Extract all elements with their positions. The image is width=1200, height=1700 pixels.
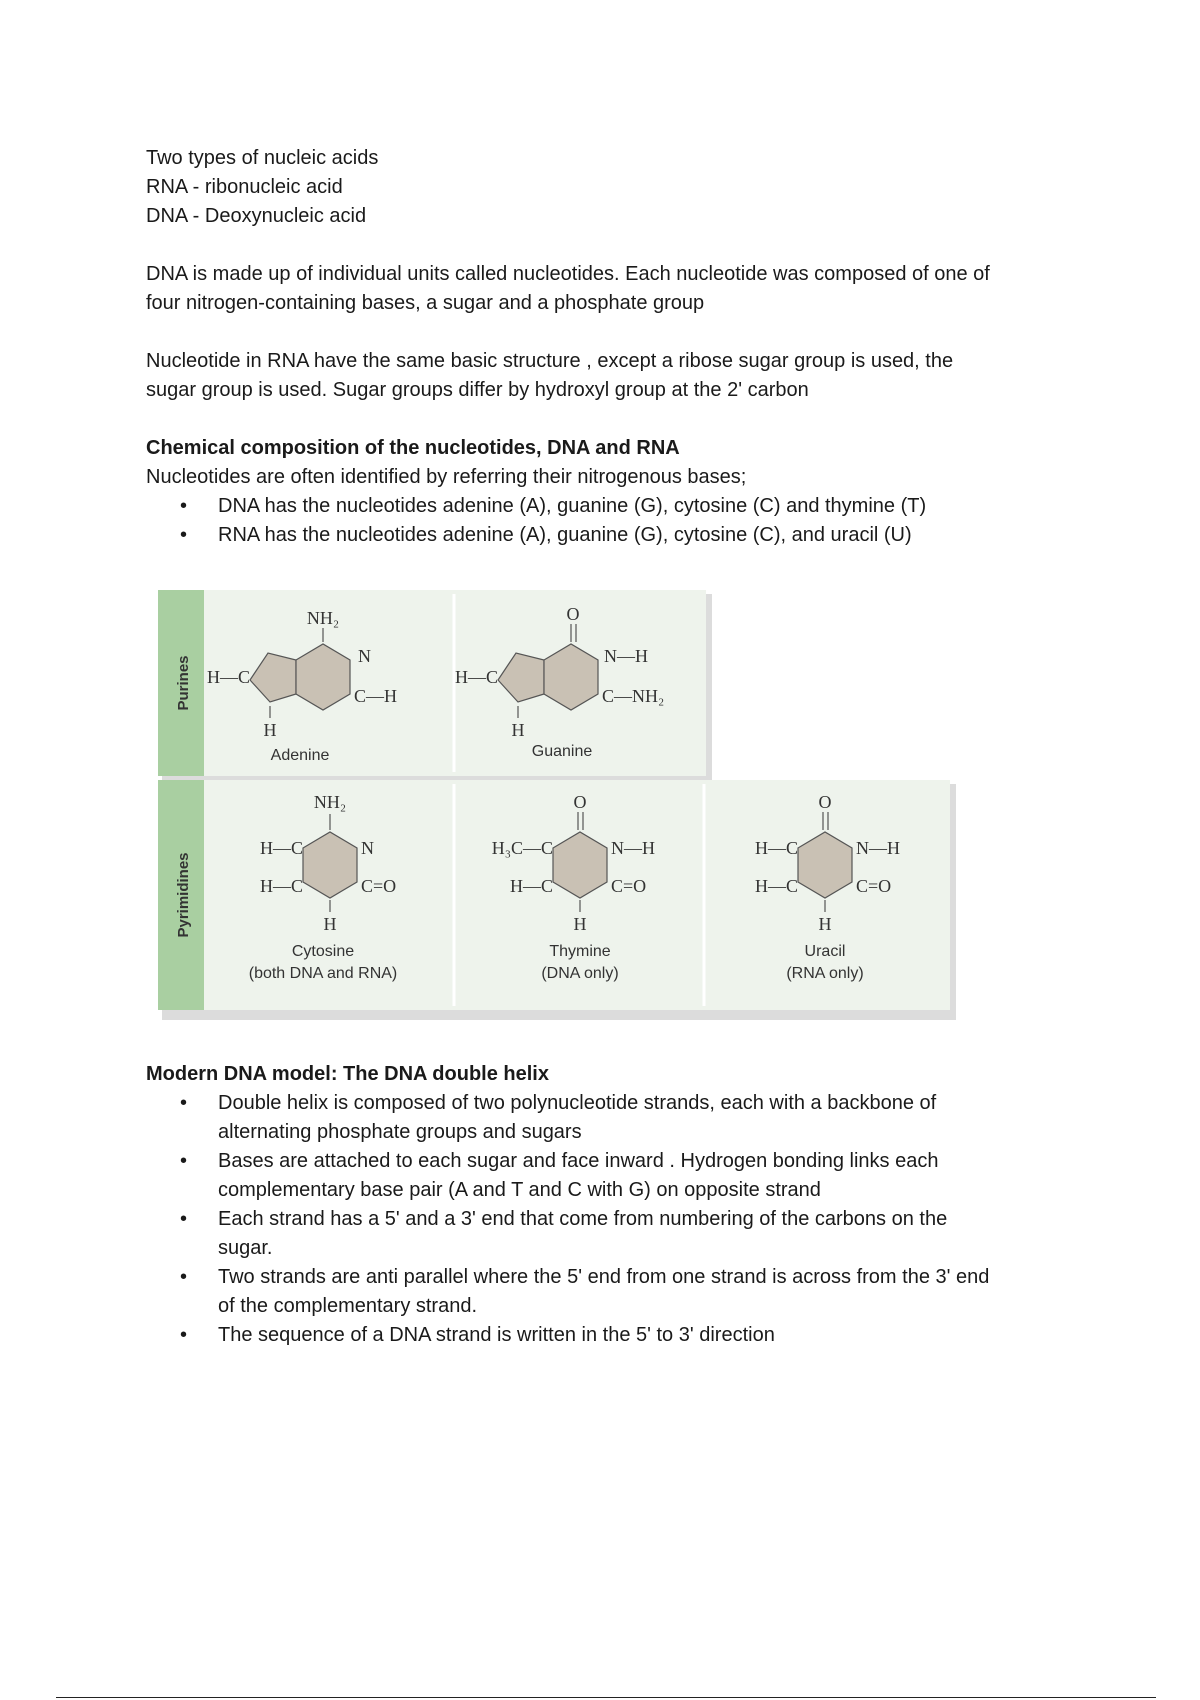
helix-list <box>146 1089 1096 1350</box>
thymine-label: Thymine <box>549 943 611 960</box>
list-item-line: of the complementary strand. <box>218 1295 478 1317</box>
page-bottom-rule <box>56 1697 1156 1698</box>
thymine-note: (DNA only) <box>541 965 619 982</box>
list-item <box>218 1321 1096 1350</box>
cytosine-right-atom: N <box>361 838 374 858</box>
document-body <box>146 144 1096 1350</box>
list-item-line: • Double helix is composed of two polynucleotide strands, each with a backbone of <box>218 1092 937 1114</box>
list-item: • DNA has the nucleotides adenine (A), guanine (G), cytosine (C) and thymine (T) <box>218 492 1096 521</box>
paragraph-line: four nitrogen-containing bases, a sugar and a phosphate group <box>146 292 705 314</box>
cytosine-left-group-1: H—C <box>259 838 303 858</box>
uracil-left-group-1: H—C <box>754 838 798 858</box>
nucleotide-paragraph <box>146 260 1096 318</box>
list-item-line: complementary base pair (A and T and C with G) on opposite strand <box>218 1179 821 1201</box>
guanine-bottom-h: H <box>511 720 525 740</box>
list-item-line: • Each strand has a 5' and a 3' end that come from numbering of the carbons on the <box>218 1208 948 1230</box>
thymine-left-group-1: H₃C—C <box>491 838 553 858</box>
section-heading: Modern DNA model: The DNA double helix <box>146 1063 549 1085</box>
list-item-line: alternating phosphate groups and sugars <box>218 1121 582 1143</box>
guanine-right-atom: N—H <box>604 646 648 666</box>
guanine-left-group: H—C <box>454 667 498 687</box>
pyrimidines-label: Pyrimidines <box>175 852 192 938</box>
list-item-line: • Two strands are anti parallel where the 5' end from one strand is across from the 3' end <box>218 1266 990 1288</box>
cytosine-note: (both DNA and RNA) <box>248 965 398 982</box>
guanine-right-group: C—NH₂ <box>602 686 665 706</box>
list-item: • RNA has the nucleotides adenine (A), guanine (G), cytosine (C), and uracil (U) <box>218 521 1096 550</box>
adenine-right-group: C—H <box>354 686 398 706</box>
list-item <box>218 1263 1096 1321</box>
uracil-top-group: O <box>818 792 832 812</box>
bases-diagram <box>158 590 958 1020</box>
intro-line: DNA - Deoxynucleic acid <box>146 205 367 227</box>
thymine-right-atom: N—H <box>611 838 655 858</box>
list-item <box>218 1089 1096 1147</box>
composition-section <box>146 434 1096 550</box>
thymine-left-group-2: H—C <box>509 876 553 896</box>
list-item <box>218 1205 1096 1263</box>
thymine-top-group: O <box>573 792 587 812</box>
nitrogenous-bases-figure <box>158 590 958 1020</box>
section-heading: Chemical composition of the nucleotides, DNA and RNA <box>146 437 680 459</box>
uracil-left-group-2: H—C <box>754 876 798 896</box>
adenine-right-atom: N <box>358 646 371 666</box>
intro-block <box>146 144 1096 231</box>
adenine-bottom-h: H <box>263 720 277 740</box>
cytosine-bottom-h: H <box>323 914 337 934</box>
double-helix-section <box>146 1060 1096 1350</box>
list-item-line: sugar. <box>218 1237 273 1259</box>
paragraph-line: Nucleotide in RNA have the same basic structure , except a ribose sugar group is used, the <box>146 350 954 372</box>
paragraph-line: sugar group is used. Sugar groups differ by hydroxyl group at the 2' carbon <box>146 379 809 401</box>
rna-paragraph <box>146 347 1096 405</box>
paragraph-line: DNA is made up of individual units called nucleotides. Each nucleotide was composed of one of <box>146 263 990 285</box>
intro-line: RNA - ribonucleic acid <box>146 176 343 198</box>
section-text: Nucleotides are often identified by referring their nitrogenous bases; <box>146 466 747 488</box>
cytosine-right-group: C=O <box>361 876 397 896</box>
list-item <box>218 1147 1096 1205</box>
thymine-bottom-h: H <box>573 914 587 934</box>
uracil-right-atom: N—H <box>856 838 900 858</box>
thymine-right-group: C=O <box>611 876 647 896</box>
guanine-label: Guanine <box>531 743 593 760</box>
base-list <box>146 492 1096 550</box>
cytosine-top-group: NH₂ <box>313 792 347 812</box>
uracil-note: (RNA only) <box>786 965 864 982</box>
uracil-bottom-h: H <box>818 914 832 934</box>
list-item-line: • Bases are attached to each sugar and face inward . Hydrogen bonding links each <box>218 1150 939 1172</box>
list-item-line: • The sequence of a DNA strand is written in the 5' to 3' direction <box>218 1324 775 1346</box>
adenine-left-group: H—C <box>206 667 250 687</box>
uracil-right-group: C=O <box>856 876 892 896</box>
intro-line: Two types of nucleic acids <box>146 147 379 169</box>
adenine-top-group: NH₂ <box>306 608 340 628</box>
purines-label: Purines <box>175 655 192 711</box>
guanine-top-group: O <box>566 604 580 624</box>
cytosine-label: Cytosine <box>291 943 355 960</box>
cytosine-left-group-2: H—C <box>259 876 303 896</box>
adenine-label: Adenine <box>270 747 330 764</box>
uracil-label: Uracil <box>804 943 846 960</box>
